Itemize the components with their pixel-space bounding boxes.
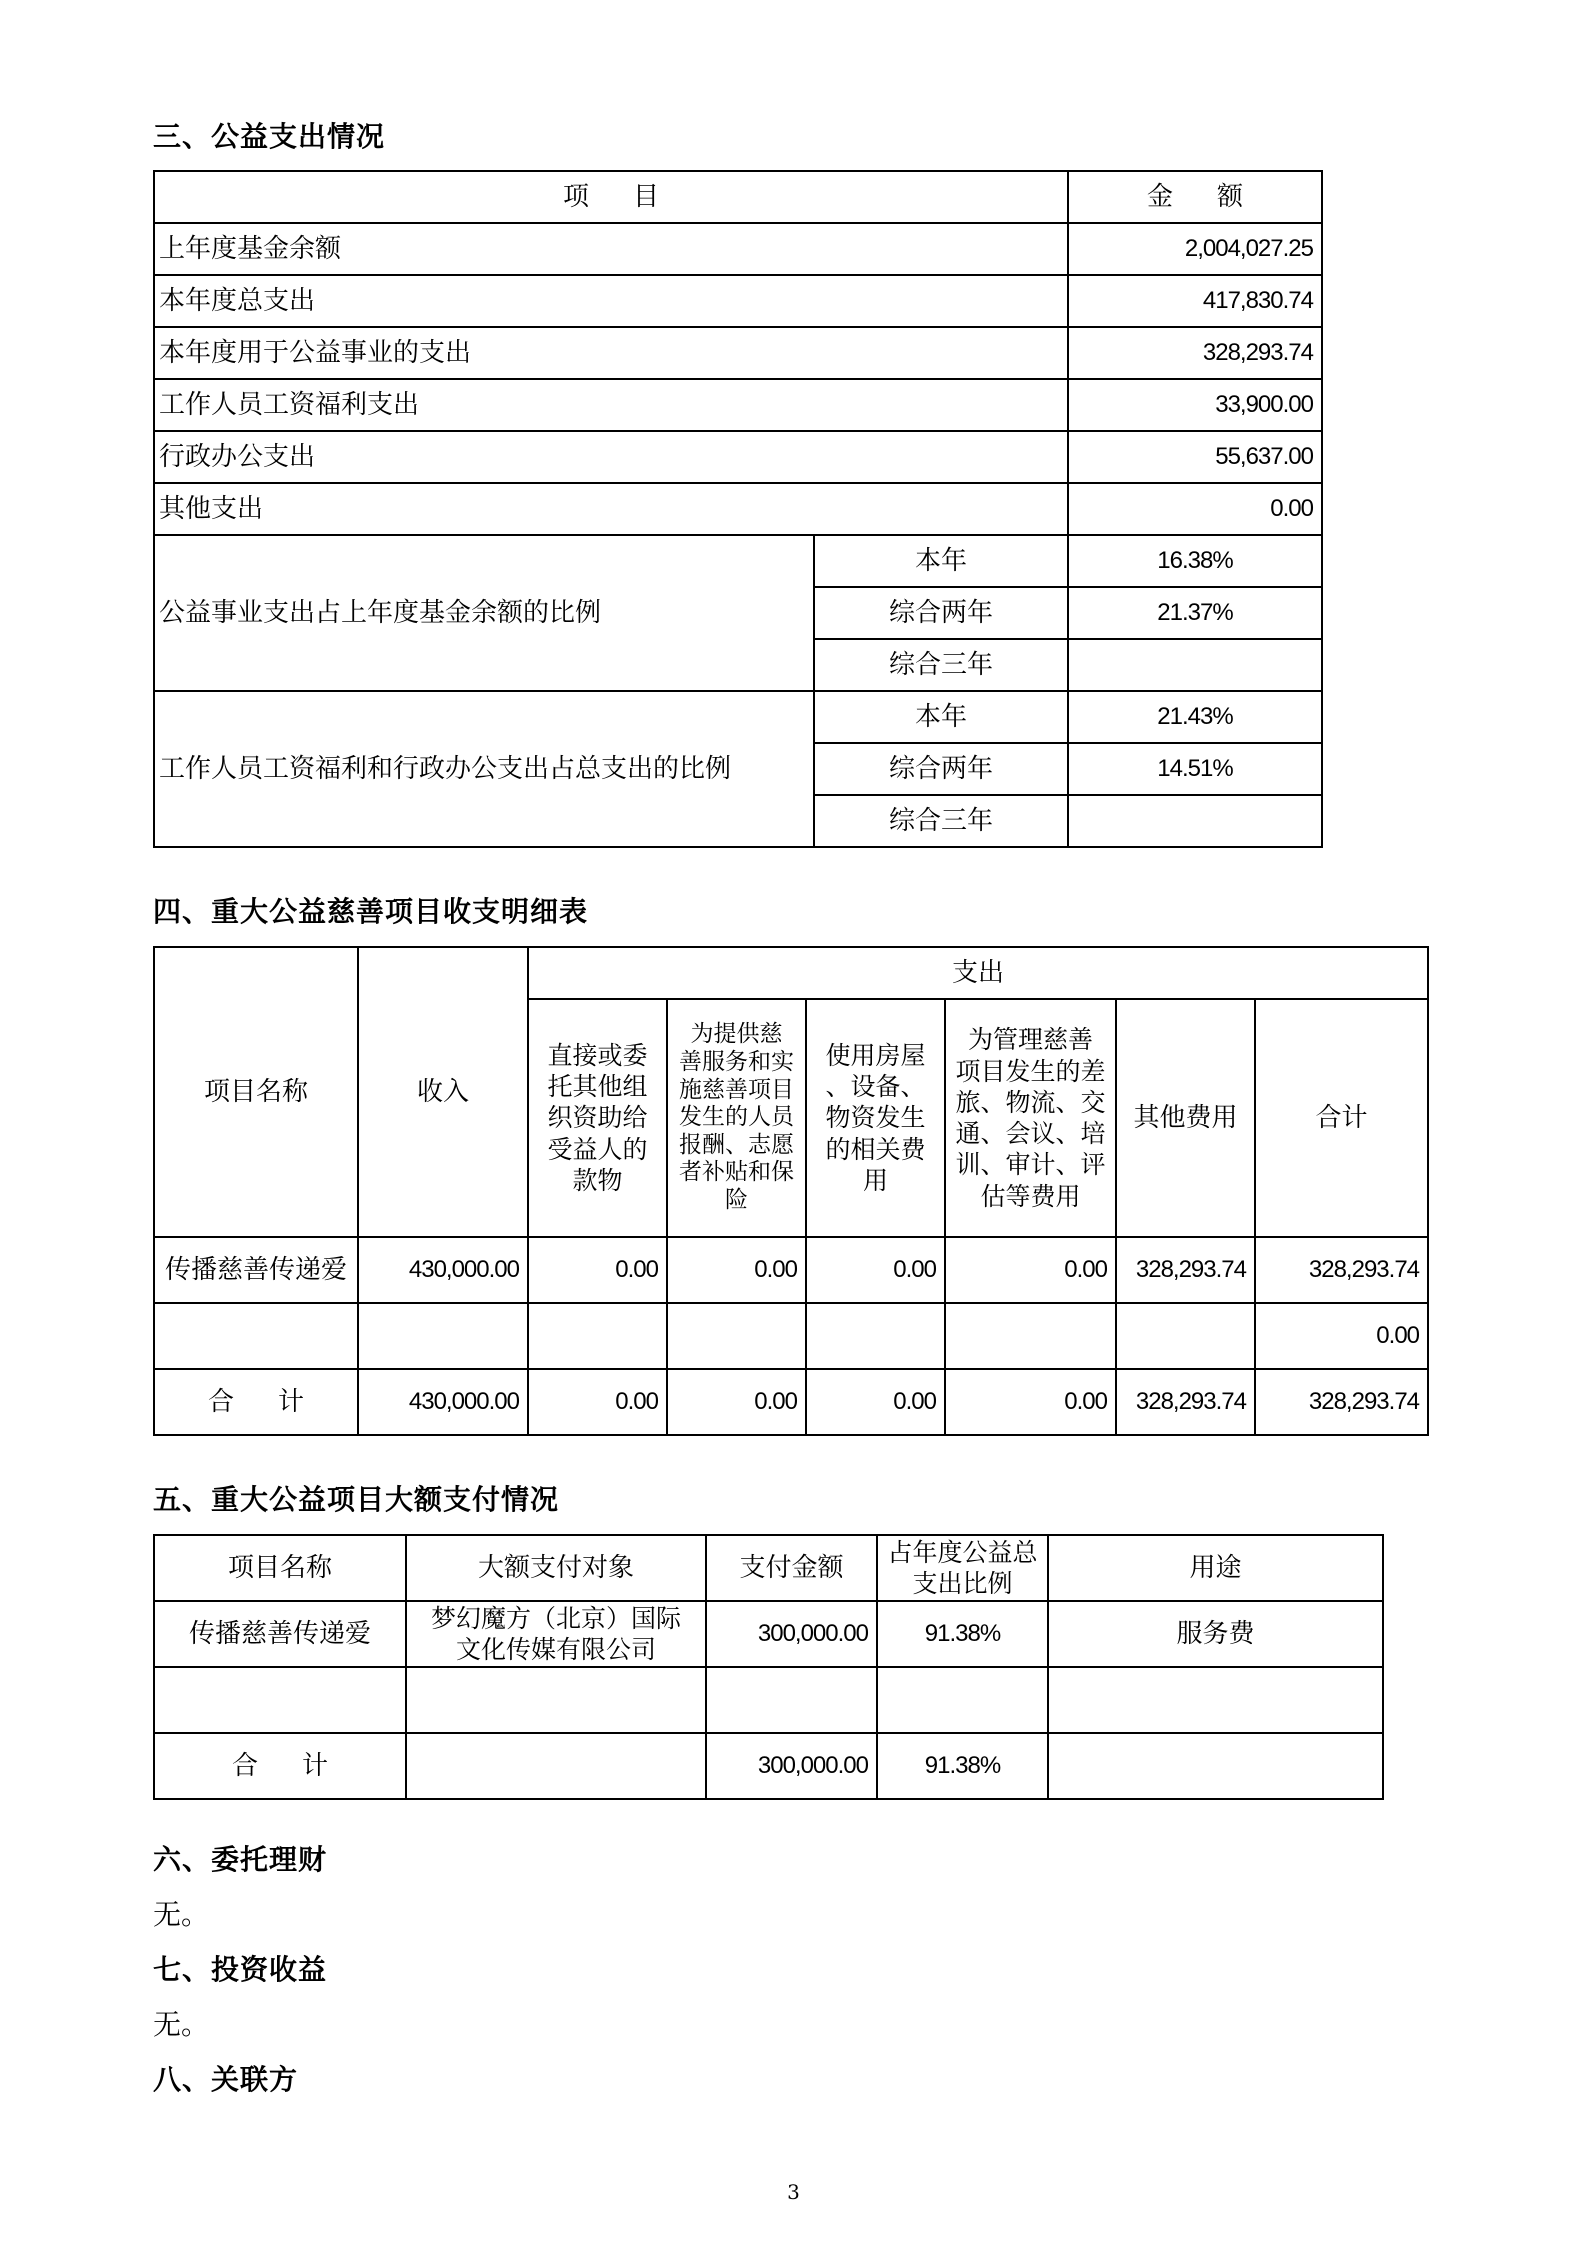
table-header-row <box>154 1535 1383 1601</box>
expense-cell: 0.00 <box>667 1369 806 1435</box>
use-cell: 服务费 <box>1048 1601 1383 1667</box>
table-total-row <box>154 1733 1383 1799</box>
ratio-cell: 91.38% <box>877 1733 1048 1799</box>
header-expense: 支出 <box>528 947 1428 999</box>
project-name-cell: 传播慈善传递爱 <box>154 1601 406 1667</box>
amount-cell: 300,000.00 <box>706 1601 877 1667</box>
section-5-title: 五、重大公益项目大额支付情况 <box>153 1483 560 1516</box>
expense-cell <box>806 1303 945 1369</box>
row-label: 上年度基金余额 <box>154 223 1068 275</box>
ratio-value: 14.51% <box>1068 743 1322 795</box>
expense-cell: 0.00 <box>806 1369 945 1435</box>
header-project-name: 项目名称 <box>154 1535 406 1601</box>
row-label: 行政办公支出 <box>154 431 1068 483</box>
expense-cell <box>667 1303 806 1369</box>
ratio-value: 21.37% <box>1068 587 1322 639</box>
header-payee: 大额支付对象 <box>406 1535 706 1601</box>
table-total-row <box>154 1369 1428 1435</box>
total-cell: 328,293.74 <box>1255 1369 1428 1435</box>
table-row <box>154 1237 1428 1303</box>
empty-cell <box>877 1667 1048 1733</box>
expense-cell: 328,293.74 <box>1116 1237 1255 1303</box>
empty-cell <box>706 1667 877 1733</box>
empty-cell <box>406 1733 706 1799</box>
ratio-period: 综合两年 <box>814 587 1068 639</box>
large-payment-table <box>153 1534 1384 1800</box>
empty-cell <box>1048 1667 1383 1733</box>
table-row <box>154 1667 1383 1733</box>
header-personnel-cost: 为提供慈 善服务和实 施慈善项目 发生的人员 报酬、志愿 者补贴和保 险 <box>667 999 806 1237</box>
ratio-period: 本年 <box>814 535 1068 587</box>
header-direct-aid: 直接或委 托其他组 织资助给 受益人的 款物 <box>528 999 667 1237</box>
section-7-body: 无。 <box>153 2008 210 2041</box>
table-row <box>154 1601 1383 1667</box>
ratio-value: 21.43% <box>1068 691 1322 743</box>
ratio-value <box>1068 639 1322 691</box>
empty-cell <box>406 1667 706 1733</box>
expense-cell <box>945 1303 1116 1369</box>
income-cell: 430,000.00 <box>358 1237 528 1303</box>
total-cell: 0.00 <box>1255 1303 1428 1369</box>
expense-cell: 0.00 <box>945 1369 1116 1435</box>
table-row <box>154 379 1322 431</box>
page-number: 3 <box>787 2180 800 2204</box>
ratio-value: 16.38% <box>1068 535 1322 587</box>
income-cell: 430,000.00 <box>358 1369 528 1435</box>
expense-cell: 0.00 <box>667 1237 806 1303</box>
header-facility-cost: 使用房屋 、设备、 物资发生 的相关费 用 <box>806 999 945 1237</box>
table-row <box>154 275 1322 327</box>
ratio-period: 综合三年 <box>814 639 1068 691</box>
header-income: 收入 <box>358 947 528 1237</box>
table-row <box>154 223 1322 275</box>
row-value: 328,293.74 <box>1068 327 1322 379</box>
table-row <box>154 483 1322 535</box>
row-value: 55,637.00 <box>1068 431 1322 483</box>
header-amount: 金 额 <box>1068 171 1322 223</box>
header-total: 合计 <box>1255 999 1428 1237</box>
table-header-row <box>154 171 1322 223</box>
ratio1-label: 公益事业支出占上年度基金余额的比例 <box>154 535 814 691</box>
empty-cell <box>1048 1733 1383 1799</box>
ratio-period: 综合两年 <box>814 743 1068 795</box>
total-label: 合 计 <box>154 1369 358 1435</box>
section-8-title: 八、关联方 <box>153 2063 299 2096</box>
expense-cell: 0.00 <box>528 1369 667 1435</box>
header-item: 项 目 <box>154 171 1068 223</box>
header-other-cost: 其他费用 <box>1116 999 1255 1237</box>
header-use: 用途 <box>1048 1535 1383 1601</box>
public-expense-table <box>153 170 1323 848</box>
header-project-name: 项目名称 <box>154 947 358 1237</box>
table-row <box>154 431 1322 483</box>
row-label: 本年度总支出 <box>154 275 1068 327</box>
header-amount: 支付金额 <box>706 1535 877 1601</box>
ratio-period: 综合三年 <box>814 795 1068 847</box>
row-label: 工作人员工资福利支出 <box>154 379 1068 431</box>
project-detail-table <box>153 946 1429 1436</box>
header-management-cost: 为管理慈善 项目发生的差 旅、物流、交 通、会议、培 训、审计、评 估等费用 <box>945 999 1116 1237</box>
row-value: 33,900.00 <box>1068 379 1322 431</box>
table-row <box>154 327 1322 379</box>
total-label: 合 计 <box>154 1733 406 1799</box>
payee-cell: 梦幻魔方（北京）国际 文化传媒有限公司 <box>406 1601 706 1667</box>
project-name-cell <box>154 1303 358 1369</box>
row-value: 2,004,027.25 <box>1068 223 1322 275</box>
section-4-title: 四、重大公益慈善项目收支明细表 <box>153 895 589 928</box>
ratio2-label: 工作人员工资福利和行政办公支出占总支出的比例 <box>154 691 814 847</box>
expense-cell: 0.00 <box>806 1237 945 1303</box>
ratio2-row <box>154 691 1322 743</box>
expense-cell <box>1116 1303 1255 1369</box>
total-cell: 328,293.74 <box>1255 1237 1428 1303</box>
table-row <box>154 1303 1428 1369</box>
row-label: 其他支出 <box>154 483 1068 535</box>
row-value: 0.00 <box>1068 483 1322 535</box>
section-7-title: 七、投资收益 <box>153 1953 328 1986</box>
ratio1-row <box>154 535 1322 587</box>
expense-cell: 0.00 <box>945 1237 1116 1303</box>
section-6-body: 无。 <box>153 1898 210 1931</box>
section-6-title: 六、委托理财 <box>153 1843 328 1876</box>
row-value: 417,830.74 <box>1068 275 1322 327</box>
income-cell <box>358 1303 528 1369</box>
expense-cell: 328,293.74 <box>1116 1369 1255 1435</box>
section-3-title: 三、公益支出情况 <box>153 120 386 153</box>
row-label: 本年度用于公益事业的支出 <box>154 327 1068 379</box>
ratio-value <box>1068 795 1322 847</box>
expense-cell <box>528 1303 667 1369</box>
header-ratio: 占年度公益总 支出比例 <box>877 1535 1048 1601</box>
expense-cell: 0.00 <box>528 1237 667 1303</box>
amount-cell: 300,000.00 <box>706 1733 877 1799</box>
empty-cell <box>154 1667 406 1733</box>
project-name-cell: 传播慈善传递爱 <box>154 1237 358 1303</box>
table-header-row <box>154 947 1428 999</box>
ratio-cell: 91.38% <box>877 1601 1048 1667</box>
ratio-period: 本年 <box>814 691 1068 743</box>
